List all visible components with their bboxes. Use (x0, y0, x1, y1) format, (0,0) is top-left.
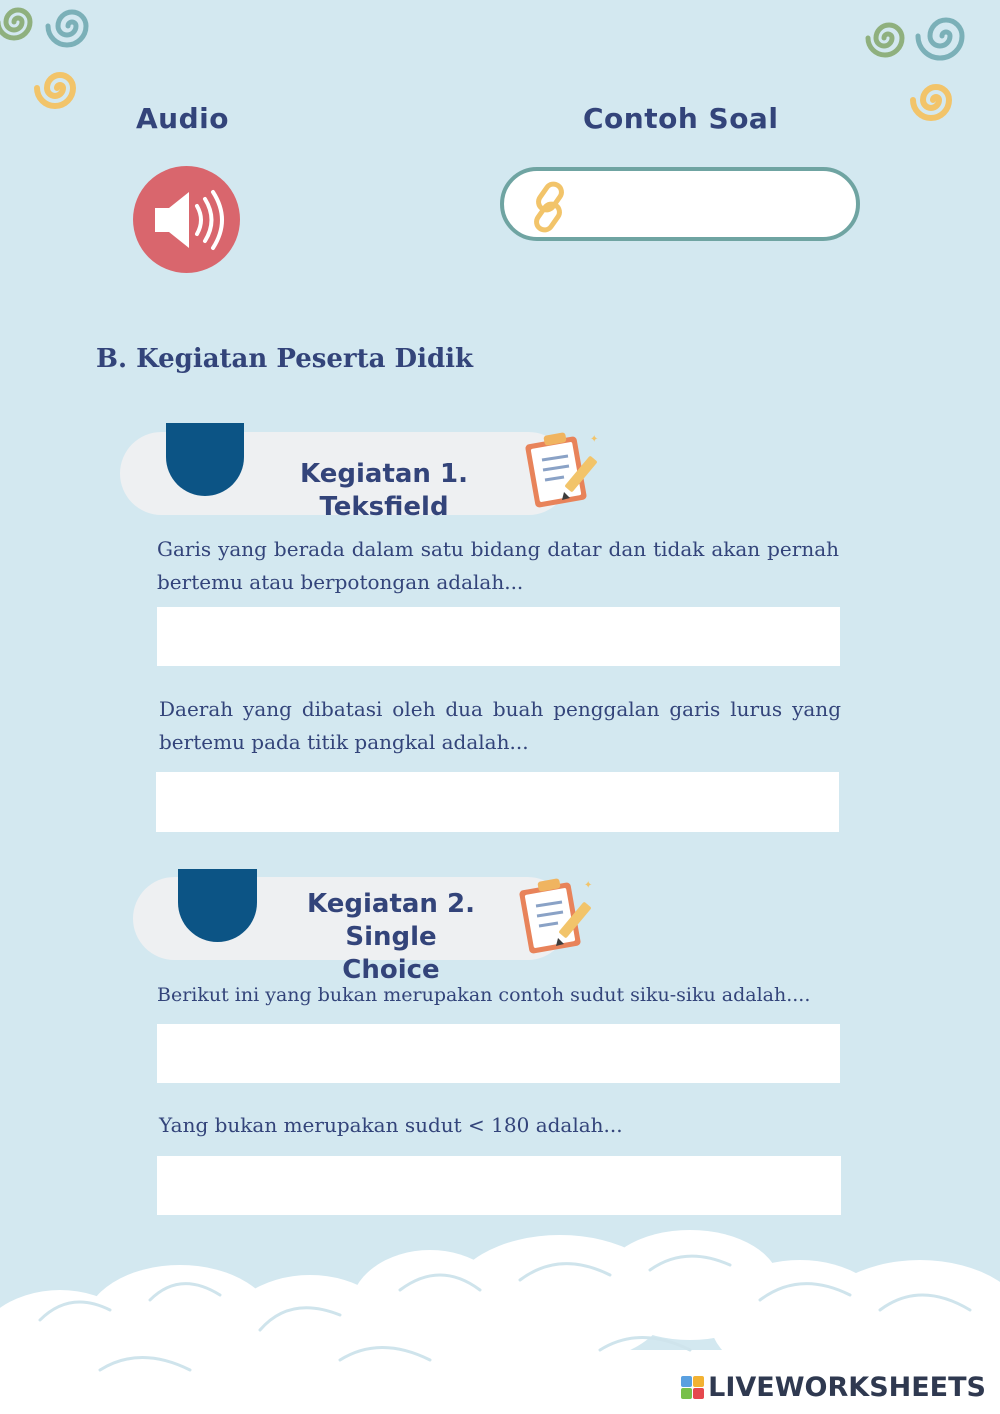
activity-2-title (262, 888, 520, 987)
audio-label: Audio (136, 102, 229, 135)
answer-4-select[interactable] (157, 1156, 841, 1215)
brand-text: LIVEWORKSHEETS (708, 1372, 986, 1403)
link-icon (526, 179, 578, 235)
question-4-text: Yang bukan merupakan sudut < 180 adalah... (159, 1113, 623, 1137)
swirl-decoration-right (860, 0, 990, 130)
question-1-text: Garis yang berada dalam satu bidang datar dan tidak akan pernah bertemu atau berpotongan adalah... (157, 537, 839, 594)
activity-2-title-line-1: Kegiatan 2. Single (307, 889, 475, 952)
activity-2-title-line-2: Choice (342, 955, 440, 985)
answer-2-input[interactable] (156, 772, 839, 832)
answer-1-input[interactable] (157, 607, 840, 666)
answer-3-select[interactable] (157, 1024, 840, 1083)
question-2-text: Daerah yang dibatasi oleh dua buah penggalan garis lurus yang bertemu pada titik pangkal adalah... (159, 697, 841, 754)
svg-text:✦: ✦ (584, 880, 593, 891)
speaker-icon (133, 166, 240, 273)
svg-text:✦: ✦ (590, 434, 599, 445)
contoh-soal-link[interactable] (500, 167, 860, 241)
clipboard-pencil-icon (518, 874, 602, 956)
section-title: B. Kegiatan Peserta Didik (96, 344, 474, 374)
contoh-soal-label: Contoh Soal (583, 102, 779, 135)
liveworksheets-logo-icon (681, 1376, 704, 1399)
clipboard-pencil-icon (524, 428, 608, 510)
activity-1-title: Kegiatan 1. Teksfield (300, 459, 468, 522)
swirl-decoration-left (0, 0, 110, 115)
audio-play-button[interactable] (133, 166, 240, 273)
liveworksheets-brand (681, 1372, 986, 1403)
question-3-text: Berikut ini yang bukan merupakan contoh sudut siku-siku adalah.... (157, 984, 811, 1006)
